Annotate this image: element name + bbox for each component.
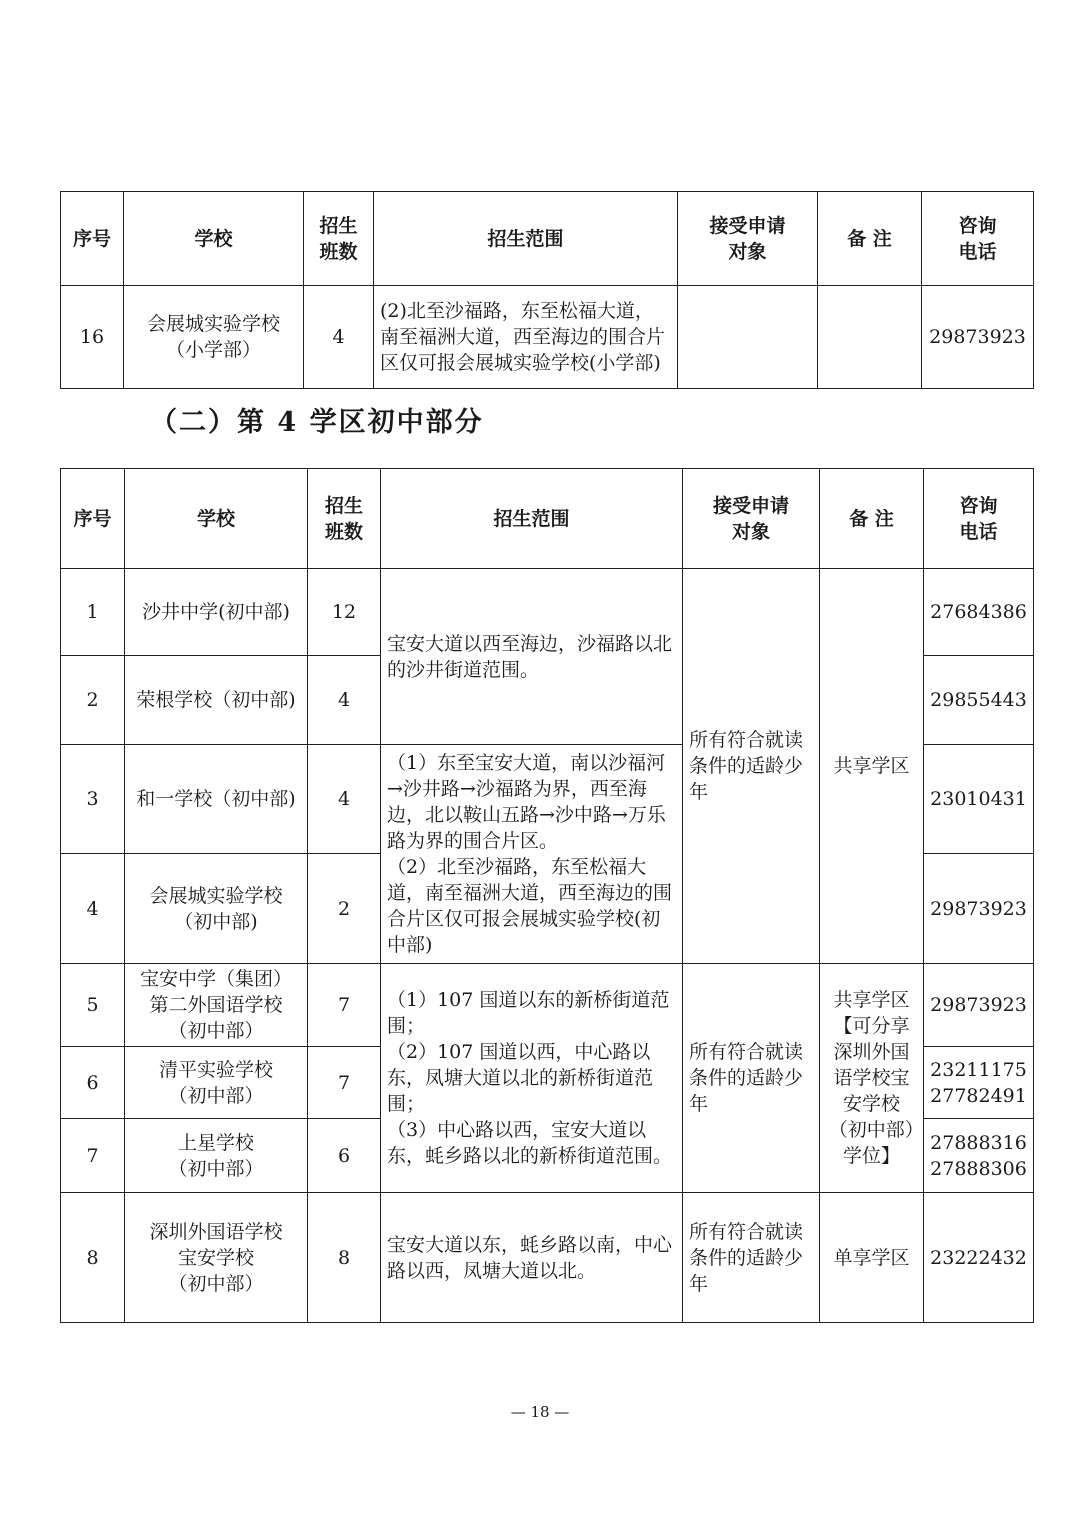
range-cell: 宝安大道以西至海边，沙福路以北的沙井街道范围。 [381,569,683,745]
classes-cell: 4 [308,656,381,745]
school-cell: 会展城实验学校 （初中部) [125,854,308,964]
header-applicants: 接受申请 对象 [678,192,818,286]
classes-cell: 6 [308,1119,381,1193]
seq-cell: 4 [61,854,125,964]
header-seq: 序号 [61,192,124,286]
section-heading: （二）第 4 学区初中部分 [150,407,484,438]
school-cell: 清平实验学校 （初中部） [125,1047,308,1119]
classes-cell: 12 [308,569,381,656]
note-cell [818,286,922,389]
table-row [61,286,1034,389]
range-cell: (2)北至沙福路，东至松福大道，南至福洲大道，西至海边的围合片区仅可报会展城实验学校(小学部) [374,286,678,389]
header-school: 学校 [125,469,308,569]
phone-cell: 23222432 [924,1193,1034,1323]
range-cell: （1）东至宝安大道，南以沙福河→沙井路→沙福路为界，西至海边，北以鞍山五路→沙中路→万乐路为界的围合片区。 （2）北至沙福路，东至松福大道，南至福洲大道，西至海边的围合片区仅可报会展城实验学校(初中部) [381,745,683,964]
phone-cell: 29873923 [924,854,1034,964]
range-cell: （1）107 国道以东的新桥街道范围； （2）107 国道以西，中心路以东，凤塘大道以北的新桥街道范围； （3）中心路以西，宝安大道以东，蚝乡路以北的新桥街道范围。 [381,964,683,1193]
header-note: 备 注 [820,469,924,569]
classes-cell: 7 [308,1047,381,1119]
page-number: — 18 — [510,1403,570,1421]
header-applicants: 接受申请 对象 [683,469,820,569]
phone-cell: 29873923 [922,286,1034,389]
header-range: 招生范围 [374,192,678,286]
header-classes: 招生 班数 [308,469,381,569]
table-row [61,569,1034,656]
header-school: 学校 [124,192,304,286]
classes-cell: 7 [308,964,381,1047]
seq-cell: 5 [61,964,125,1047]
school-cell: 宝安中学（集团） 第二外国语学校 （初中部） [125,964,308,1047]
seq-cell: 6 [61,1047,125,1119]
note-cell: 单享学区 [820,1193,924,1323]
seq-cell: 7 [61,1119,125,1193]
header-note: 备 注 [818,192,922,286]
seq-cell: 8 [61,1193,125,1323]
seq-cell: 3 [61,745,125,854]
table-row [61,1193,1034,1323]
seq-cell: 16 [61,286,124,389]
classes-cell: 8 [308,1193,381,1323]
header-phone: 咨询 电话 [922,192,1034,286]
header-phone: 咨询 电话 [924,469,1034,569]
phone-cell: 29855443 [924,656,1034,745]
phone-cell: 27888316 27888306 [924,1119,1034,1193]
table-header-row [61,192,1034,286]
seq-cell: 2 [61,656,125,745]
phone-cell: 23010431 [924,745,1034,854]
applicants-cell: 所有符合就读条件的适龄少年 [683,1193,820,1323]
table-junior-high [60,468,1034,1323]
table-row [61,964,1034,1047]
classes-cell: 2 [308,854,381,964]
table-primary-continued [60,191,1034,389]
school-cell: 沙井中学(初中部) [125,569,308,656]
school-cell: 和一学校（初中部) [125,745,308,854]
header-classes: 招生 班数 [304,192,374,286]
table-header-row [61,469,1034,569]
seq-cell: 1 [61,569,125,656]
phone-cell: 23211175 27782491 [924,1047,1034,1119]
phone-cell: 27684386 [924,569,1034,656]
note-cell: 共享学区 【可分享深圳外国语学校宝安学校（初中部）学位】 [820,964,924,1193]
note-cell: 共享学区 [820,569,924,964]
applicants-cell: 所有符合就读条件的适龄少年 [683,964,820,1193]
range-cell: 宝安大道以东，蚝乡路以南，中心路以西，凤塘大道以北。 [381,1193,683,1323]
school-cell: 荣根学校（初中部) [125,656,308,745]
phone-cell: 29873923 [924,964,1034,1047]
classes-cell: 4 [304,286,374,389]
applicants-cell: 所有符合就读条件的适龄少年 [683,569,820,964]
school-cell: 深圳外国语学校 宝安学校 （初中部） [125,1193,308,1323]
applicants-cell [678,286,818,389]
header-seq: 序号 [61,469,125,569]
school-cell: 会展城实验学校 （小学部） [124,286,304,389]
school-cell: 上星学校 （初中部） [125,1119,308,1193]
classes-cell: 4 [308,745,381,854]
header-range: 招生范围 [381,469,683,569]
